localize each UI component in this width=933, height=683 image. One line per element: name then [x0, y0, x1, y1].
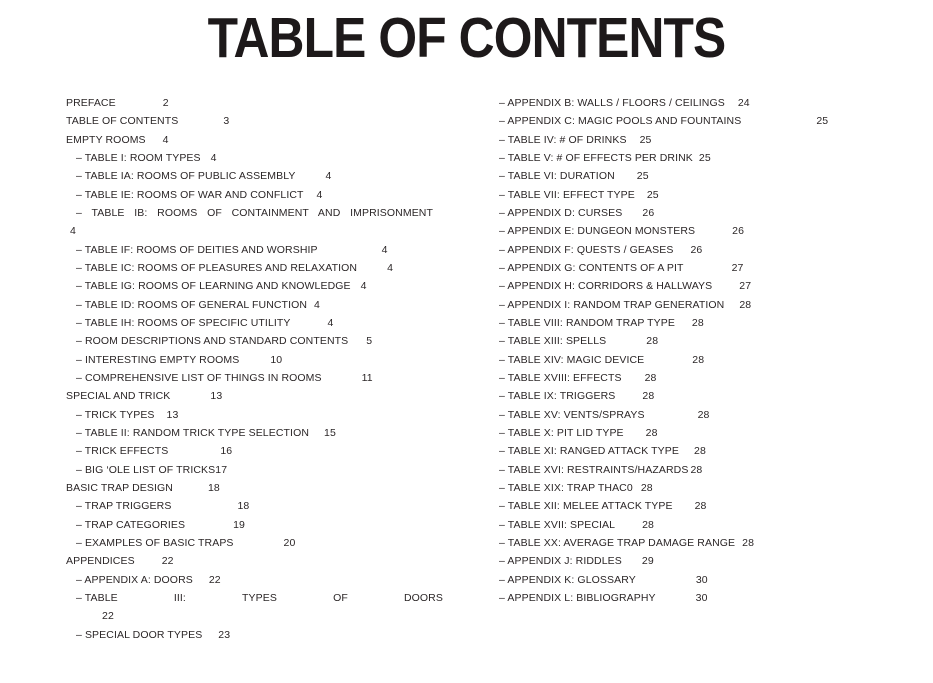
toc-entry — [66, 277, 455, 295]
toc-entry-label: – APPENDIX K: GLOSSARY — [499, 573, 636, 586]
toc-entry-page: 24 — [737, 97, 750, 109]
toc-columns — [66, 94, 933, 644]
toc-entry-label: – TABLE IH: ROOMS OF SPECIFIC UTILITY — [76, 316, 291, 329]
toc-entry-label: – TABLE VII: EFFECT TYPE — [499, 188, 635, 201]
toc-entry — [66, 534, 455, 552]
toc-entry-page: 28 — [690, 463, 703, 476]
toc-entry — [66, 241, 455, 259]
toc-entry-label: – TRAP TRIGGERS — [76, 500, 172, 513]
toc-entry — [489, 424, 878, 442]
toc-entry-label: – TABLE XII: MELEE ATTACK TYPE — [499, 500, 673, 513]
toc-entry-page: 25 — [636, 170, 649, 183]
toc-entry-label: – TABLE IF: ROOMS OF DEITIES AND WORSHIP — [76, 243, 318, 256]
toc-entry-page: 28 — [742, 536, 755, 549]
toc-entry-gap — [695, 233, 732, 234]
toc-entry-page: 2 — [162, 97, 169, 109]
toc-entry — [66, 479, 455, 497]
toc-entry-page: 4 — [162, 133, 169, 146]
toc-entry-gap — [673, 252, 690, 253]
toc-entry-label: – APPENDIX J: RIDDLES — [499, 555, 622, 568]
toc-entry-gap — [170, 398, 210, 399]
toc-entry-gap — [202, 637, 218, 638]
toc-entry — [489, 497, 878, 515]
toc-entry-page: 17 — [215, 463, 228, 476]
toc-entry-page: 26 — [690, 243, 703, 256]
toc-entry-page: 4 — [314, 298, 320, 311]
toc-entry-gap — [635, 197, 647, 198]
toc-entry — [66, 626, 455, 644]
toc-entry-label: TABLE OF CONTENTS — [66, 115, 179, 128]
toc-entry-page: 4 — [360, 280, 367, 293]
toc-entry-label: – TRICK TYPES — [76, 408, 155, 421]
toc-entry-gap — [304, 197, 317, 198]
toc-entry — [66, 351, 455, 369]
toc-entry — [489, 534, 878, 552]
toc-entry-page: 16 — [220, 445, 233, 458]
toc-entry-page: 28 — [642, 390, 655, 403]
toc-entry-page: 28 — [645, 426, 658, 439]
toc-entry-label: – TRICK EFFECTS — [76, 445, 169, 458]
toc-entry-label: – TABLE XIX: TRAP THAC0 — [499, 481, 633, 494]
page-title: TABLE OF CONTENTS — [207, 6, 726, 70]
toc-entry-page: 4 — [325, 170, 332, 183]
toc-entry — [66, 296, 455, 314]
toc-entry-label: – TABLE IG: ROOMS OF LEARNING AND KNOWLEDGE — [76, 280, 351, 293]
toc-entry — [489, 552, 878, 570]
toc-entry-gap — [679, 453, 694, 454]
toc-entry-label: – APPENDIX C: MAGIC POOLS AND FOUNTAINS — [499, 115, 742, 128]
toc-entry-label: – TABLE ID: ROOMS OF GENERAL FUNCTION — [76, 298, 308, 311]
toc-entry-gap — [724, 307, 739, 308]
toc-entry-gap — [622, 563, 642, 564]
toc-entry-gap — [116, 105, 163, 106]
toc-entry-gap — [351, 288, 361, 289]
toc-entry-page: 15 — [324, 426, 336, 439]
toc-entry — [66, 167, 455, 185]
toc-entry-label: – TABLE I: ROOM TYPES — [76, 151, 201, 164]
toc-entry-label: – TABLE XVI: RESTRAINTS/HAZARDS — [499, 463, 689, 476]
toc-entry-gap — [155, 417, 167, 418]
toc-entry-label — [66, 589, 455, 607]
toc-entry — [66, 497, 455, 515]
toc-entry — [489, 277, 878, 295]
toc-entry — [489, 241, 878, 259]
toc-entry-gap — [627, 142, 640, 143]
toc-entry-page: 25 — [816, 115, 829, 128]
toc-entry-label: – APPENDIX F: QUESTS / GEASES — [499, 243, 674, 256]
toc-entry-page: 27 — [739, 280, 752, 293]
toc-entry-page: 4 — [387, 261, 394, 274]
toc-entry-gap — [357, 270, 387, 271]
toc-entry — [66, 424, 455, 442]
toc-entry-label: – TABLE VI: DURATION — [499, 170, 615, 183]
toc-entry-word: DOORS — [403, 591, 443, 604]
toc-entry-gap — [178, 123, 223, 124]
toc-entry-label: SPECIAL AND TRICK — [66, 390, 171, 403]
toc-entry-page: 30 — [695, 573, 708, 586]
toc-entry-label: BASIC TRAP DESIGN — [66, 481, 173, 494]
toc-entry-gap — [725, 105, 738, 106]
toc-entry — [489, 571, 878, 589]
toc-entry — [66, 589, 455, 626]
toc-entry-label: – TABLE XI: RANGED ATTACK TYPE — [499, 445, 679, 458]
toc-entry-page: 22 — [102, 610, 114, 623]
toc-entry-gap — [171, 508, 237, 509]
toc-entry-gap — [622, 215, 642, 216]
toc-entry-gap — [135, 563, 162, 564]
toc-entry — [489, 131, 878, 149]
toc-entry-word: – TABLE — [76, 591, 118, 604]
toc-entry-page: 26 — [732, 225, 745, 238]
toc-entry-gap — [675, 325, 692, 326]
toc-entry-page: 11 — [361, 371, 373, 384]
toc-entry-label: – APPENDIX A: DOORS — [76, 573, 193, 586]
toc-entry-page: 25 — [698, 151, 711, 164]
toc-entry-gap — [291, 325, 328, 326]
toc-entry — [489, 296, 878, 314]
toc-entry-label: – TABLE XIII: SPELLS — [499, 335, 607, 348]
toc-entry-label: – TABLE XV: VENTS/SPRAYS — [499, 408, 645, 421]
toc-entry — [489, 222, 878, 240]
toc-entry-gap — [173, 490, 208, 491]
toc-entry — [489, 369, 878, 387]
toc-entry — [66, 442, 455, 460]
toc-entry-label: – TABLE IV: # OF DRINKS — [499, 133, 627, 146]
toc-entry — [489, 387, 878, 405]
toc-entry-label: – TABLE IE: ROOMS OF WAR AND CONFLICT — [76, 188, 304, 201]
toc-entry-gap — [644, 362, 692, 363]
toc-entry-label: – TABLE XVIII: EFFECTS — [499, 371, 622, 384]
toc-entry — [489, 589, 878, 607]
toc-entry-gap — [168, 453, 220, 454]
toc-entry — [489, 112, 878, 130]
toc-entry-gap — [741, 123, 816, 124]
toc-entry-word: OF — [333, 591, 348, 604]
toc-entry-page: 23 — [218, 628, 231, 641]
toc-entry-page: 28 — [694, 500, 707, 513]
toc-entry — [489, 351, 878, 369]
toc-entry — [66, 406, 455, 424]
toc-entry — [66, 571, 455, 589]
toc-entry-gap — [656, 600, 696, 601]
toc-entry-gap — [234, 545, 284, 546]
toc-entry-page: 13 — [166, 408, 179, 421]
toc-entry-page: 10 — [270, 353, 283, 366]
toc-entry — [489, 442, 878, 460]
toc-entry-label: – TABLE IC: ROOMS OF PLEASURES AND RELAXATION — [76, 261, 358, 274]
toc-entry-gap — [322, 380, 362, 381]
toc-entry — [489, 186, 878, 204]
toc-entry — [66, 369, 455, 387]
toc-entry-gap — [673, 508, 695, 509]
toc-entry-gap — [348, 343, 366, 344]
toc-entry — [66, 131, 455, 149]
toc-entry — [489, 259, 878, 277]
toc-entry-page: 3 — [223, 115, 230, 128]
toc-entry-label: – COMPREHENSIVE LIST OF THINGS IN ROOMS — [76, 371, 322, 384]
toc-entry-label: – BIG ‘OLE LIST OF TRICKS — [76, 463, 216, 476]
toc-entry-page: 4 — [210, 151, 217, 164]
toc-entry — [489, 314, 878, 332]
toc-entry-page: 22 — [208, 573, 221, 586]
toc-entry-label: – APPENDIX H: CORRIDORS & HALLWAYS — [499, 280, 713, 293]
toc-entry-page: 28 — [640, 481, 653, 494]
document-page — [0, 6, 933, 683]
toc-entry — [489, 516, 878, 534]
toc-entry — [489, 167, 878, 185]
toc-entry-page: 28 — [697, 408, 710, 421]
toc-entry — [66, 461, 455, 479]
toc-entry-page: 28 — [644, 371, 657, 384]
toc-entry-gap — [615, 527, 642, 528]
toc-entry-page: 4 — [381, 243, 388, 256]
toc-entry-page: 28 — [642, 518, 654, 531]
toc-entry-label: – APPENDIX D: CURSES — [499, 206, 623, 219]
toc-entry — [66, 186, 455, 204]
toc-entry-page: 4 — [70, 225, 76, 238]
toc-entry-label: – TABLE IA: ROOMS OF PUBLIC ASSEMBLY — [76, 170, 296, 183]
toc-entry-word: TYPES — [242, 591, 277, 604]
toc-entry-gap — [307, 307, 314, 308]
toc-entry-page: 18 — [237, 500, 250, 513]
toc-entry — [489, 94, 878, 112]
toc-entry-gap — [624, 435, 646, 436]
toc-entry — [66, 387, 455, 405]
toc-entry — [66, 314, 455, 332]
toc-entry-gap — [193, 582, 209, 583]
toc-entry-gap — [684, 270, 732, 271]
toc-entry-label: – TABLE V: # OF EFFECTS PER DRINK — [499, 151, 693, 164]
toc-column-left — [66, 94, 455, 644]
toc-entry-gap — [185, 527, 233, 528]
toc-entry-page: 25 — [646, 188, 659, 201]
toc-entry-gap — [712, 288, 739, 289]
toc-entry — [66, 259, 455, 277]
toc-entry-label: – APPENDIX I: RANDOM TRAP GENERATION — [499, 298, 725, 311]
toc-entry-page: 27 — [731, 261, 744, 274]
toc-entry-gap — [622, 380, 645, 381]
toc-entry-gap — [645, 417, 698, 418]
toc-entry-label: – TABLE IX: TRIGGERS — [499, 390, 616, 403]
toc-entry-page: 4 — [316, 188, 323, 201]
toc-entry-page: 19 — [233, 518, 245, 531]
toc-entry — [489, 461, 878, 479]
toc-entry-label: – TABLE IB: ROOMS OF CONTAINMENT AND IMPRISONMENT — [76, 206, 433, 219]
toc-entry — [489, 479, 878, 497]
toc-entry-page: 4 — [327, 316, 334, 329]
toc-entry-gap — [201, 160, 211, 161]
toc-entry-gap — [318, 252, 382, 253]
toc-entry-gap — [239, 362, 270, 363]
toc-entry-gap — [615, 178, 637, 179]
toc-entry-label: – APPENDIX G: CONTENTS OF A PIT — [499, 261, 684, 274]
toc-entry-label: PREFACE — [66, 97, 116, 109]
toc-entry-label: – EXAMPLES OF BASIC TRAPS — [76, 536, 234, 549]
toc-entry-label: – APPENDIX E: DUNGEON MONSTERS — [499, 225, 696, 238]
toc-entry — [66, 332, 455, 350]
toc-entry — [66, 149, 455, 167]
toc-entry-page: 28 — [646, 335, 659, 348]
toc-entry-label: – TRAP CATEGORIES — [76, 518, 186, 531]
toc-entry-page: 28 — [739, 298, 752, 311]
toc-entry-label: – TABLE XVII: SPECIAL — [499, 518, 616, 531]
toc-entry — [489, 406, 878, 424]
toc-entry — [489, 204, 878, 222]
toc-entry — [66, 552, 455, 570]
toc-entry-page: 26 — [642, 206, 655, 219]
toc-entry-label: – ROOM DESCRIPTIONS AND STANDARD CONTENTS — [76, 335, 349, 348]
toc-entry — [66, 112, 455, 130]
toc-entry-page: 28 — [694, 445, 706, 458]
toc-entry-page: 30 — [695, 591, 708, 604]
toc-entry — [489, 149, 878, 167]
toc-entry-page: 5 — [366, 335, 373, 348]
toc-entry-label: – TABLE X: PIT LID TYPE — [499, 426, 624, 439]
toc-entry-label: – INTERESTING EMPTY ROOMS — [76, 353, 240, 366]
toc-entry-gap — [309, 435, 324, 436]
toc-entry-label: APPENDICES — [66, 555, 135, 568]
toc-entry-gap — [615, 398, 642, 399]
toc-entry-gap — [606, 343, 646, 344]
toc-entry-label: – TABLE VIII: RANDOM TRAP TYPE — [499, 316, 675, 329]
toc-entry-page: 20 — [283, 536, 296, 549]
toc-entry-label: – TABLE XIV: MAGIC DEVICE — [499, 353, 645, 366]
toc-entry-page: 22 — [161, 555, 174, 568]
toc-entry-word: III: — [173, 591, 186, 604]
toc-entry-label: – APPENDIX L: BIBLIOGRAPHY — [499, 591, 656, 604]
toc-entry-page: 29 — [641, 555, 654, 568]
toc-entry-page: 13 — [210, 390, 223, 403]
toc-entry-label: – TABLE II: RANDOM TRICK TYPE SELECTION — [76, 426, 310, 439]
toc-entry — [66, 516, 455, 534]
toc-entry-label: – TABLE XX: AVERAGE TRAP DAMAGE RANGE — [499, 536, 736, 549]
toc-entry-page: 28 — [692, 353, 705, 366]
toc-entry-page: 25 — [639, 133, 652, 146]
toc-column-right — [489, 94, 878, 644]
toc-entry-page: 18 — [207, 481, 220, 494]
toc-entry-gap — [636, 582, 696, 583]
toc-entry-label: EMPTY ROOMS — [66, 133, 146, 146]
toc-entry-page: 28 — [691, 316, 704, 329]
toc-entry-gap — [296, 178, 326, 179]
toc-entry-gap — [146, 142, 163, 143]
toc-entry-gap — [633, 490, 641, 491]
toc-entry — [66, 204, 455, 241]
toc-entry-label: – APPENDIX B: WALLS / FLOORS / CEILINGS — [499, 97, 725, 109]
toc-entry-label: – SPECIAL DOOR TYPES — [76, 628, 203, 641]
toc-entry — [489, 332, 878, 350]
toc-entry — [66, 94, 455, 112]
